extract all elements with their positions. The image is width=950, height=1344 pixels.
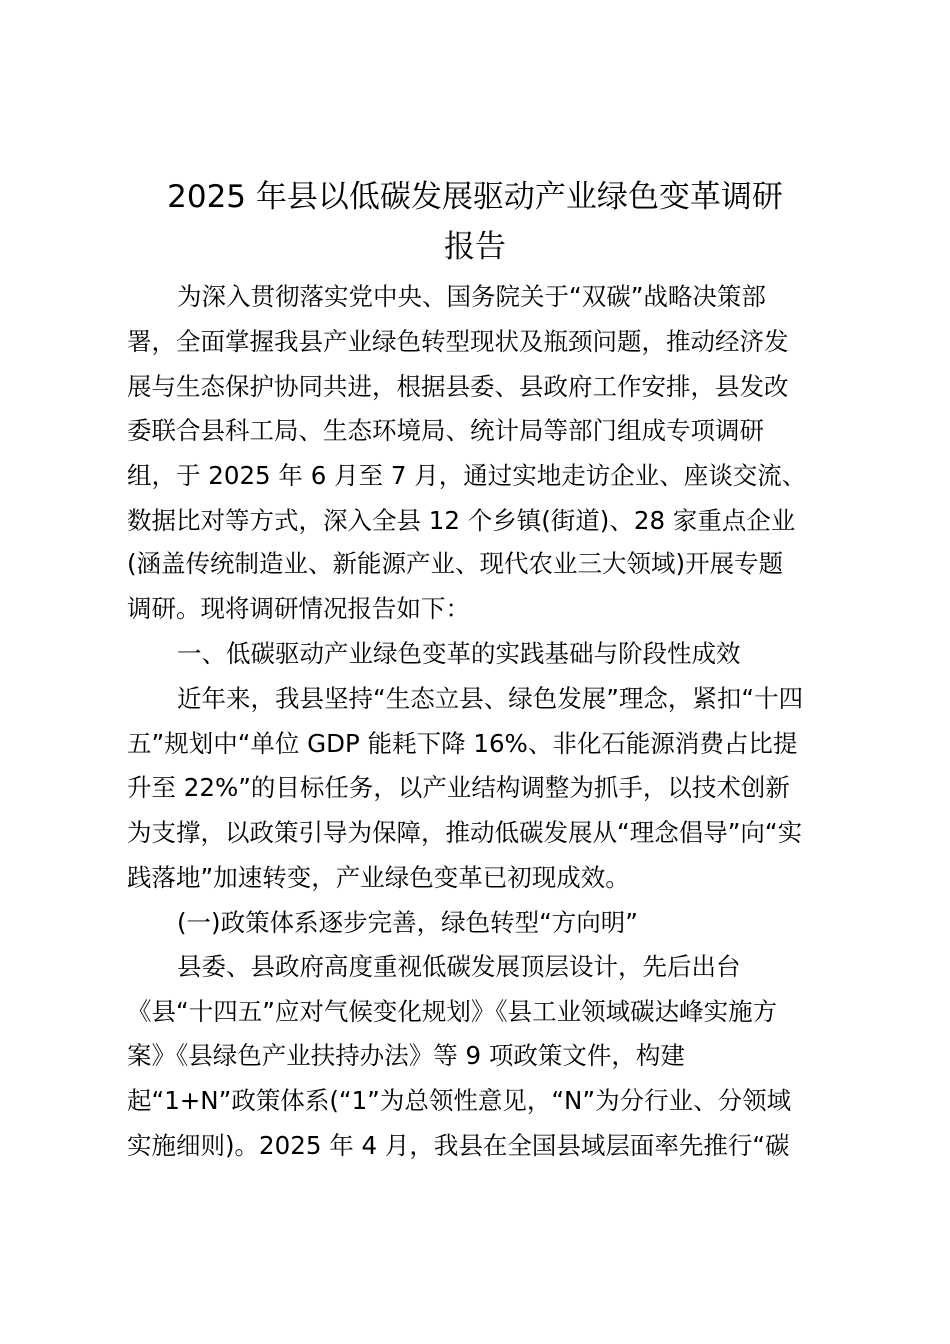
body-line: 起“1+N”政策体系(“1”为总领性意见，“N”为分行业、分领域 [127, 1086, 792, 1115]
body-line: 数据比对等方式，深入全县 12 个乡镇(街道)、28 家重点企业 [127, 506, 796, 535]
title-line-2: 报告 [444, 229, 506, 265]
document-title [120, 172, 830, 272]
body-line: 署，全面掌握我县产业绿色转型现状及瓶颈问题，推动经济发 [127, 327, 789, 356]
body-line: 调研。现将调研情况报告如下： [127, 594, 470, 623]
body-line: 案》《县绿色产业扶持办法》等 9 项政策文件，构建 [127, 1041, 685, 1070]
body-line: 升至 22%”的目标任务，以产业结构调整为抓手，以技术创新 [127, 773, 790, 802]
body-line: 委联合县科工局、生态环境局、统计局等部门组成专项调研 [127, 416, 764, 445]
body-line: 近年来，我县坚持“生态立县、绿色发展”理念，紧扣“十四 [177, 684, 804, 713]
subsection-heading: (一)政策体系逐步完善，绿色转型“方向明” [177, 908, 639, 937]
body-line: 展与生态保护协同共进，根据县委、县政府工作安排，县发改 [127, 372, 789, 401]
body-line: 组，于 2025 年 6 月至 7 月，通过实地走访企业、座谈交流、 [127, 461, 807, 490]
body-line: 县委、县政府高度重视低碳发展顶层设计，先后出台 [177, 952, 741, 981]
body-line: 践落地”加速转变，产业绿色变革已初现成效。 [127, 863, 630, 892]
body-line: 五”规划中“单位 GDP 能耗下降 16%、非化石能源消费占比提 [127, 729, 798, 758]
section-heading: 一、低碳驱动产业绿色变革的实践基础与阶段性成效 [177, 639, 741, 668]
body-line: 为深入贯彻落实党中央、国务院关于“双碳”战略决策部 [177, 282, 766, 311]
body-line: 为支撑，以政策引导为保障，推动低碳发展从“理念倡导”向“实 [127, 818, 803, 847]
body-line: 《县“十四五”应对气候变化规划》《县工业领域碳达峰实施方 [127, 997, 778, 1026]
title-line-1: 2025 年县以低碳发展驱动产业绿色变革调研 [167, 179, 783, 215]
body-line: (涵盖传统制造业、新能源产业、现代农业三大领域)开展专题 [127, 549, 784, 578]
body-line: 实施细则)。2025 年 4 月，我县在全国县域层面率先推行“碳 [127, 1131, 790, 1160]
